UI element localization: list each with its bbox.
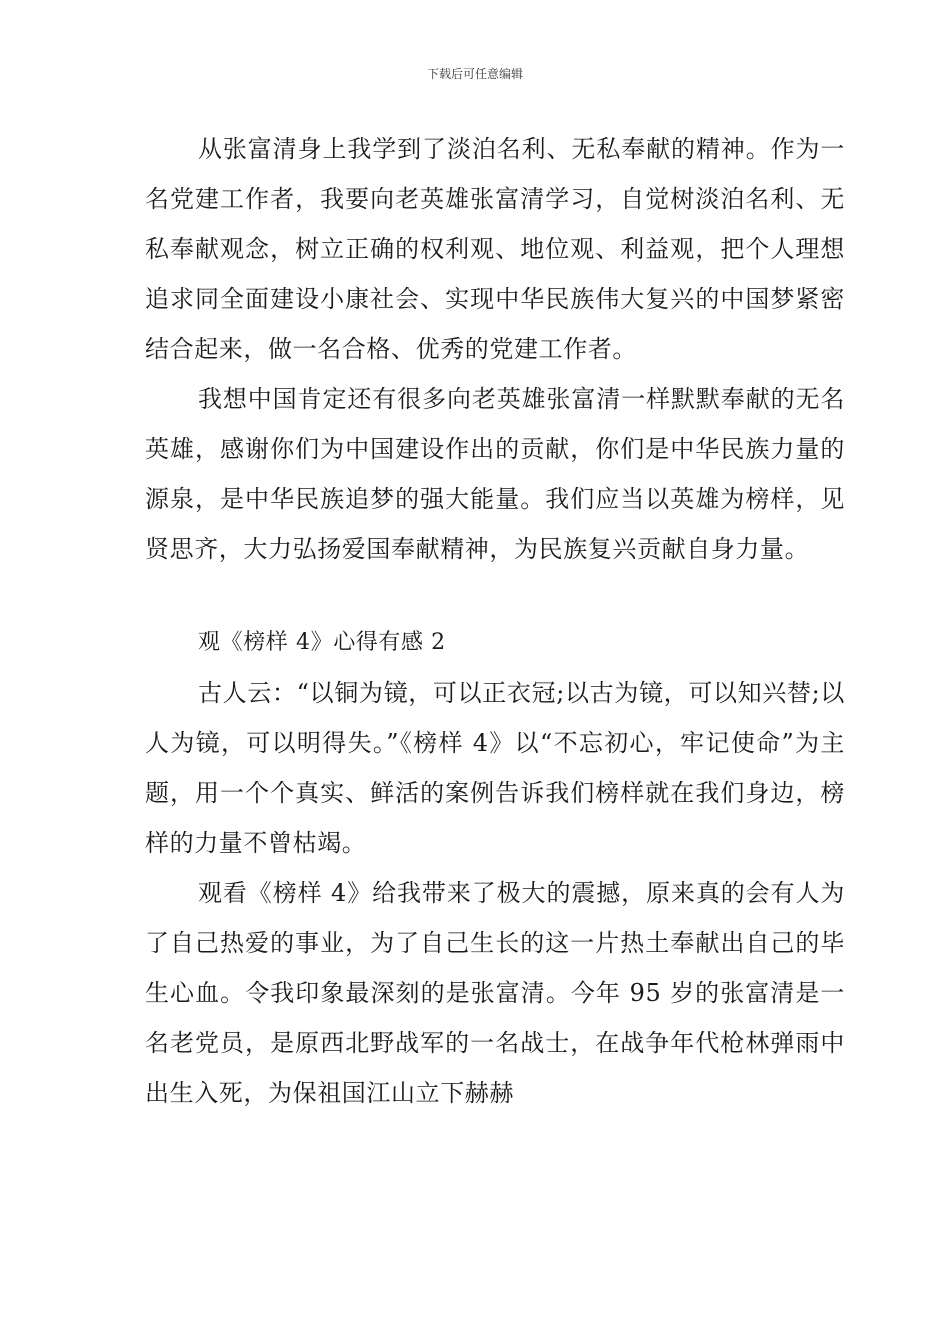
paragraph-3: 古人云：“以铜为镜，可以正衣冠;以古为镜，可以知兴替;以人为镜，可以明得失。”《榜样 4》以“不忘初心，牢记使命”为主题，用一个个真实、鲜活的案例告诉我们榜样就在我们身边，榜样的力量不曾枯竭。 [145,679,845,857]
section-spacer [145,574,845,618]
section-heading: 观《榜样 4》心得有感 2 [198,630,446,655]
paragraph-2: 我想中国肯定还有很多向老英雄张富清一样默默奉献的无名英雄，感谢你们为中国建设作出的贡献，你们是中华民族力量的源泉，是中华民族追梦的强大能量。我们应当以英雄为榜样，见贤思齐，大力弘扬爱国奉献精神，为民族复兴贡献自身力量。 [145,385,845,563]
paragraph-1: 从张富清身上我学到了淡泊名利、无私奉献的精神。作为一名党建工作者，我要向老英雄张富清学习，自觉树淡泊名利、无私奉献观念，树立正确的权利观、地位观、利益观，把个人理想追求同全面建设小康社会、实现中华民族伟大复兴的中国梦紧密结合起来，做一名合格、优秀的党建工作者。 [145,135,845,363]
paragraph-4: 观看《榜样 4》给我带来了极大的震撼，原来真的会有人为了自己热爱的事业，为了自己生长的这一片热土奉献出自己的毕生心血。令我印象最深刻的是张富清。今年 95 岁的张富清是一名老党员，是原西北野战军的一名战士，在战争年代枪林弹雨中出生入死，为保祖国江山立下赫赫 [145,879,845,1107]
document-body [145,124,845,1118]
page-header: 下载后可任意编辑 [426,67,523,81]
